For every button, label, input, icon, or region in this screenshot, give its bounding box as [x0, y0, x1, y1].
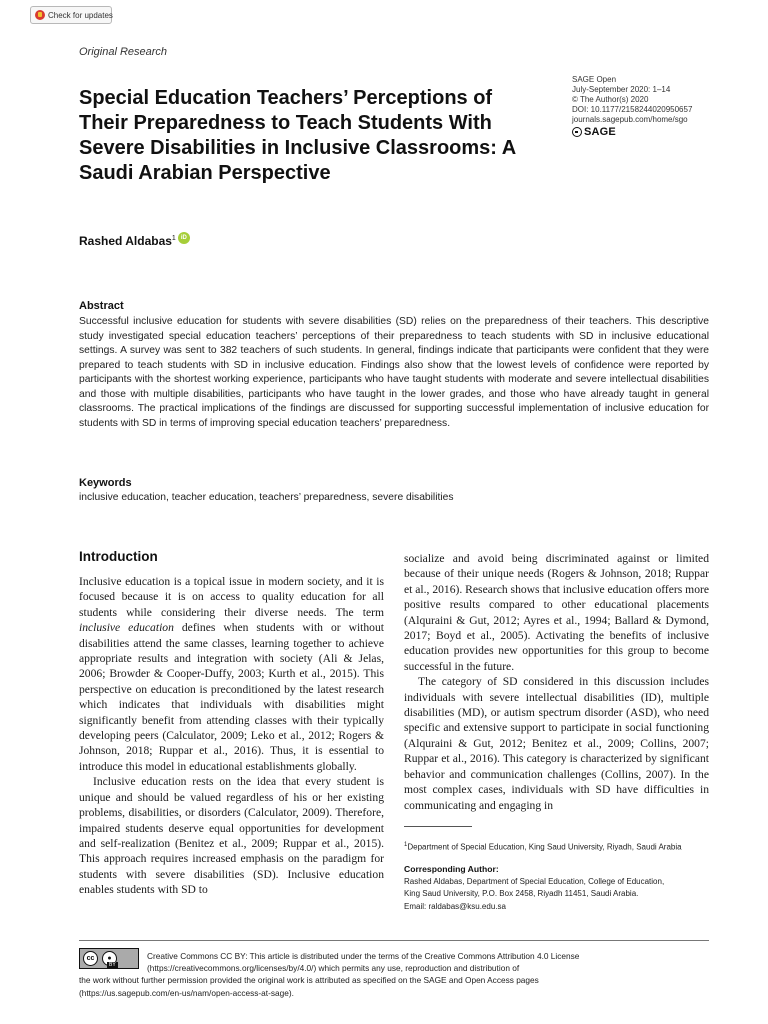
- license-line-1: Creative Commons CC BY: This article is distributed under the terms of the Creative Commons Attribution 4.0 License: [147, 951, 580, 961]
- orcid-icon[interactable]: iD: [178, 232, 190, 244]
- abstract-text: Successful inclusive education for students with severe disabilities (SD) relies on the preparedness of their teachers. This descriptive study investigated special education teachers’ perceptions of their preparedness to teach students with SD in inclusive educational settings. A survey was sent to 382 teachers of such students. In general, findings indicate that participants were confident that they were prepared to teach students with SD in inclusive education. Findings also show that the lowest levels of confidence were reported by participants with the shortest working experience, participants who have taught students with moderate and severe intellectual disabilities and those with multiple disabilities, participants who have taught in the lower grades, and those who have already taught in general classrooms. The practical implications of the findings are discussed for supporting successful implementation of inclusive education for students with SD in terms of improving special education teachers’ preparedness.: [79, 316, 709, 429]
- sage-logo: [572, 127, 752, 137]
- crossmark-icon: [35, 10, 45, 20]
- check-for-updates-button[interactable]: [30, 6, 112, 24]
- article-title: Special Education Teachers’ Perceptions of Their Preparedness to Teach Students With Severe Disabilities in Inclusive Classrooms: A Saudi Arabian Perspective: [79, 87, 516, 184]
- keywords-heading: Keywords: [79, 477, 132, 489]
- license-text: [79, 950, 719, 999]
- attribution-person-icon: ●: [102, 951, 117, 966]
- body-column-right: [404, 551, 709, 815]
- abstract-heading: Abstract: [79, 300, 124, 312]
- introduction-heading: Introduction: [79, 549, 158, 564]
- license-line-3: the work without further permission provided the original work is attributed as specified on the SAGE and Open Access pages: [79, 975, 539, 986]
- sage-logo-text: SAGE: [584, 126, 616, 138]
- license-divider: [79, 940, 709, 941]
- by-label: BY: [109, 961, 116, 968]
- check-for-updates-label: Check for updates: [48, 10, 113, 20]
- corresponding-author-details: [404, 876, 714, 913]
- author-name: Rashed Aldabas: [79, 234, 172, 248]
- author-affiliation-mark: 1: [171, 235, 176, 242]
- article-type-label: Original Research: [79, 46, 168, 58]
- intro-paragraph-3: socialize and avoid being discriminated against or limited because of their unique needs (Rogers & Johnson, 2018; Ruppar et al., 2016). Research shows that inclusive education offers more positive results compared to other educational placements (Alquraini & Gut, 2012; Ayres et al., 1994; Ballard & Dymond, 2017; Boyd et al., 2005). Activating the benefits of inclusive education provides new opportunities for this group to become successful in the future.: [404, 552, 709, 673]
- journal-name: SAGE Open: [572, 75, 617, 84]
- author-line: [79, 234, 190, 248]
- journal-meta: [572, 75, 752, 137]
- journal-issue: July-September 2020: 1–14: [572, 85, 671, 94]
- cc-icon: cc: [83, 951, 98, 966]
- intro-paragraph-2: Inclusive education rests on the idea that every student is unique and should be valued regardless of his or her existing problems, disabilities, or disorders (Calculator, 2009). Therefore, impaired students deserve equal opportunities for development and self-realization (Benitez et al., 2009; Ruppar et al., 2015). This approach requires increased emphasis on the paradigm for students with severe disabilities (SD). Inclusive education enables students with SD to: [79, 775, 384, 897]
- corresponding-author-heading: Corresponding Author:: [404, 864, 499, 874]
- corresponding-author-line-1: Rashed Aldabas, Department of Special Education, College of Education,: [404, 877, 665, 886]
- keywords-text: inclusive education, teacher education, teachers’ preparedness, severe disabilities: [79, 492, 454, 503]
- corresponding-author-email[interactable]: Email: raldabas@ksu.edu.sa: [404, 901, 506, 911]
- copyright-notice: © The Author(s) 2020: [572, 95, 649, 104]
- license-line-4[interactable]: (https://us.sagepub.com/en-us/nam/open-access-at-sage).: [79, 987, 294, 998]
- footnote-text: Department of Special Education, King Saud University, Riyadh, Saudi Arabia: [407, 842, 682, 852]
- footnote-mark: 1: [404, 842, 408, 848]
- journal-url-link[interactable]: journals.sagepub.com/home/sgo: [572, 115, 688, 124]
- sage-logo-icon: [572, 127, 582, 137]
- intro-term-italic: inclusive education: [79, 621, 174, 635]
- intro-paragraph-1-start: Inclusive education is a topical issue in modern society, and it is focused because it is on access to quality education for all students while considering their diverse needs. The term: [79, 575, 384, 619]
- intro-paragraph-1: [79, 574, 384, 774]
- doi-link[interactable]: DOI: 10.1177/2158244020950657: [572, 105, 693, 114]
- intro-paragraph-4: The category of SD considered in this discussion includes individuals with severe intellectual disabilities (ID), multiple disabilities (MD), or autism spectrum disorder (ASD), who need specific and extensive support to participate in social functioning (Alquraini & Gut, 2012; Benitez et al., 2009; Collins, 2007; Ruppar et al., 2016). This category is characterized by significant behavior and communication challenges (Collins, 2007). In the most complex cases, individuals with SD have difficulties in communicating and engaging in: [404, 675, 709, 812]
- corresponding-author-line-2: King Saud University, P.O. Box 2458, Riyadh 11451, Saudi Arabia.: [404, 889, 639, 899]
- affiliation-footnote: [404, 840, 709, 853]
- license-line-2[interactable]: (https://creativecommons.org/licenses/by/4.0/) which permits any use, reproduction and distribution of: [147, 963, 520, 974]
- intro-paragraph-1-end: defines when students with or without disabilities attend the same classes, learning together to achieve appropriate results and integration with society (Ali & Jelas, 2006; Browder & Cooper-Duffy, 2003; Kurth et al., 2015). This perspective on education is preconditioned by the latest research which indicates that individuals with disabilities might significantly benefit from attending classes with their typically developing peers (Calculator, 2009; Leko et al., 2012; Rogers & Johnson, 2018; Ruppar et al., 2016). Thus, it is essential to introduce this model in educational establishments globally.: [79, 621, 384, 773]
- body-column-left: [79, 574, 384, 920]
- footnote-divider: [404, 826, 472, 827]
